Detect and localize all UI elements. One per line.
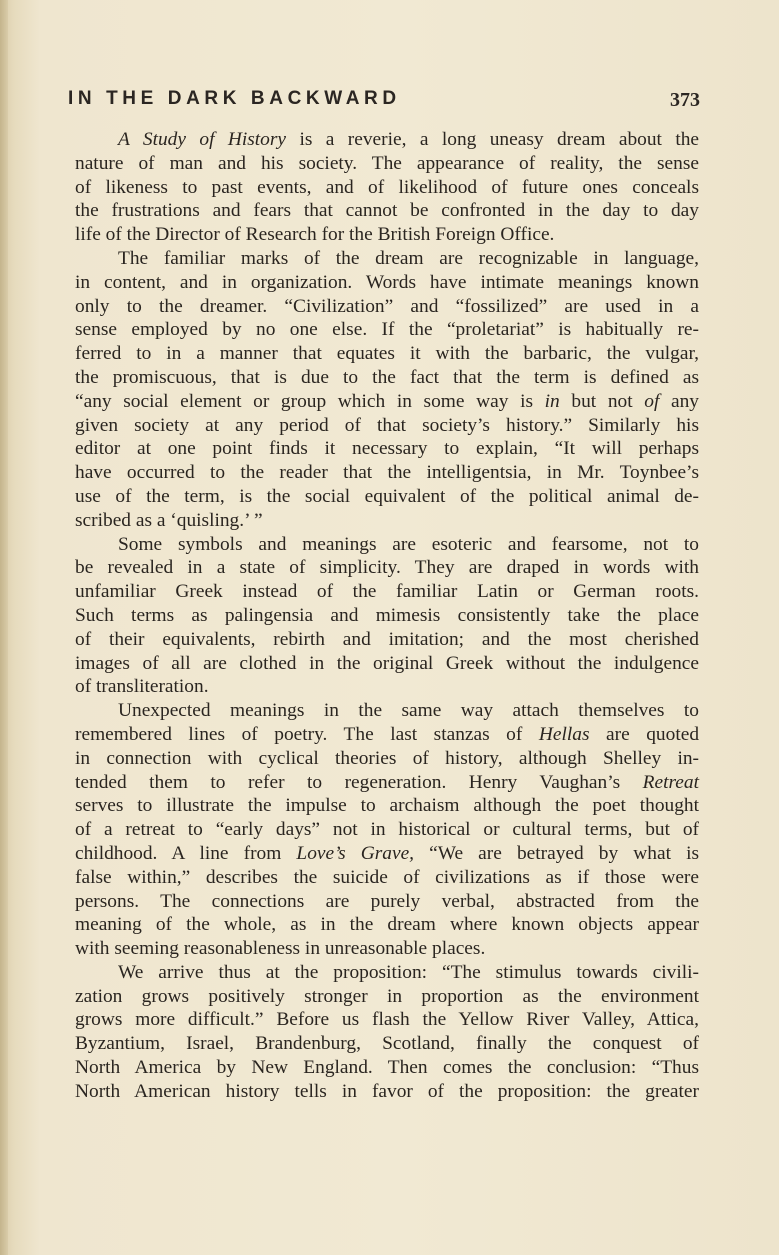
italic-text: Retreat <box>642 771 699 793</box>
text-run: ferred to in a manner that equates it with the barbaric, the vulgar, <box>75 343 699 365</box>
text-run: meaning of the whole, as in the dream where known objects appear <box>75 914 699 936</box>
text-line <box>75 461 699 485</box>
text-line <box>75 890 699 914</box>
text-line <box>75 818 699 842</box>
text-run: is a reverie, a long uneasy dream about the <box>286 129 700 150</box>
italic-text: Love’s Grave, <box>296 842 415 864</box>
text-run: unfamiliar Greek instead of the familiar Latin or German roots. <box>75 581 699 603</box>
text-line <box>75 128 699 152</box>
text-line <box>75 295 699 319</box>
text-run: be revealed in a state of simplicity. They are draped in words with <box>75 557 699 579</box>
text-run: nature of man and his society. The appearance of reality, the sense <box>75 152 699 174</box>
text-line <box>75 699 699 723</box>
text-line <box>75 437 699 461</box>
text-run: only to the dreamer. “Civilization” and “fossilized” are used in a <box>75 295 699 317</box>
text-run: have occurred to the reader that the intelligentsia, in Mr. Toynbee’s <box>75 462 699 484</box>
text-line <box>75 390 699 414</box>
text-run: editor at one point finds it necessary to explain, “It will perhaps <box>75 438 699 460</box>
text-line <box>75 604 699 628</box>
text-run: Some symbols and meanings are esoteric and fearsome, not to <box>118 533 699 555</box>
text-line <box>75 342 699 366</box>
paragraph <box>75 533 699 700</box>
text-line <box>75 199 699 223</box>
text-run: of their equivalents, rebirth and imitation; and the most cherished <box>75 628 699 650</box>
text-line <box>75 1056 699 1080</box>
text-line <box>75 723 699 747</box>
running-head: IN THE DARK BACKWARD <box>68 88 401 109</box>
text-run: childhood. A line from <box>75 842 297 864</box>
text-line <box>75 366 699 390</box>
text-run: North America by New England. Then comes the conclusion: “Thus <box>75 1057 699 1079</box>
text-run: with seeming reasonableness in unreasonable places. <box>75 938 486 960</box>
page-gutter-shadow <box>0 0 8 1255</box>
text-run: grows more difficult.” Before us flash the Yellow River Valley, Attica, <box>75 1009 699 1031</box>
text-run: but not <box>559 390 645 412</box>
text-line <box>75 937 699 961</box>
text-line <box>75 1080 699 1104</box>
text-run: Unexpected meanings in the same way attach themselves to <box>118 700 699 722</box>
text-line <box>75 1032 699 1056</box>
text-run: The familiar marks of the dream are recognizable in language, <box>118 247 699 269</box>
text-line <box>75 247 699 271</box>
text-line <box>75 556 699 580</box>
text-line <box>75 985 699 1009</box>
text-line <box>75 866 699 890</box>
text-line <box>75 961 699 985</box>
text-run: “We are betrayed by what is <box>414 842 699 864</box>
text-run: Such terms as palingensia and mimesis consistently take the place <box>75 604 699 626</box>
text-line <box>75 842 699 866</box>
text-line <box>75 652 699 676</box>
text-run: are quoted <box>589 723 700 745</box>
text-run: remembered lines of poetry. The last stanzas of <box>75 723 539 745</box>
text-line <box>75 533 699 557</box>
text-run: images of all are clothed in the original Greek without the indulgence <box>75 652 699 674</box>
text-run: the promiscuous, that is due to the fact that the term is defined as <box>75 366 699 388</box>
text-run: given society at any period of that society’s history.” Similarly his <box>75 414 699 436</box>
text-line <box>75 913 699 937</box>
text-line <box>75 223 699 247</box>
text-run: Byzantium, Israel, Brandenburg, Scotland, finally the conquest of <box>75 1033 699 1055</box>
paragraph <box>75 961 699 1104</box>
text-run: zation grows positively stronger in proportion as the environment <box>75 985 699 1007</box>
text-run: of likeness to past events, and of likelihood of future ones conceals <box>75 176 699 198</box>
text-line <box>75 628 699 652</box>
text-line <box>75 176 699 200</box>
page-header <box>68 88 700 114</box>
text-run: tended them to refer to regeneration. Henry Vaughan’s <box>75 771 643 793</box>
body-text <box>75 128 699 1104</box>
text-line <box>75 580 699 604</box>
text-line <box>75 485 699 509</box>
text-line <box>75 152 699 176</box>
text-line <box>75 771 699 795</box>
text-line <box>75 794 699 818</box>
text-line <box>75 1008 699 1032</box>
text-run: any <box>659 390 699 412</box>
text-run: North American history tells in favor of the proposition: the greater <box>75 1080 699 1102</box>
paragraph <box>75 699 699 961</box>
text-line <box>75 675 699 699</box>
text-run: “any social element or group which in some way is <box>75 390 545 412</box>
italic-text: of <box>644 390 660 412</box>
italic-text: in <box>544 390 560 412</box>
text-run: We arrive thus at the proposition: “The stimulus towards civili- <box>118 961 699 983</box>
text-line <box>75 414 699 438</box>
text-run: persons. The connections are purely verbal, abstracted from the <box>75 890 699 912</box>
text-line <box>75 747 699 771</box>
text-run: in content, and in organization. Words have intimate meanings known <box>75 271 699 293</box>
text-run: sense employed by no one else. If the “proletariat” is habitually re- <box>75 319 699 341</box>
paragraph <box>75 128 699 247</box>
text-line <box>75 271 699 295</box>
text-run: in connection with cyclical theories of history, although Shelley in- <box>75 747 699 769</box>
text-run: life of the Director of Research for the British Foreign Office. <box>75 224 555 246</box>
italic-text: A Study of History <box>118 129 287 150</box>
text-run: use of the term, is the social equivalent of the political animal de- <box>75 485 699 507</box>
paragraph <box>75 247 699 533</box>
italic-text: Hellas <box>538 723 590 745</box>
text-run: of transliteration. <box>75 676 209 698</box>
text-run: the frustrations and fears that cannot be confronted in the day to day <box>75 200 699 222</box>
text-line <box>75 509 699 533</box>
text-run: scribed as a ‘quisling.’ ” <box>75 509 263 531</box>
page-number: 373 <box>670 89 700 111</box>
text-run: of a retreat to “early days” not in historical or cultural terms, but of <box>75 819 699 841</box>
text-run: serves to illustrate the impulse to archaism although the poet thought <box>75 795 699 817</box>
text-line <box>75 318 699 342</box>
text-run: false within,” describes the suicide of civilizations as if those were <box>75 866 699 888</box>
